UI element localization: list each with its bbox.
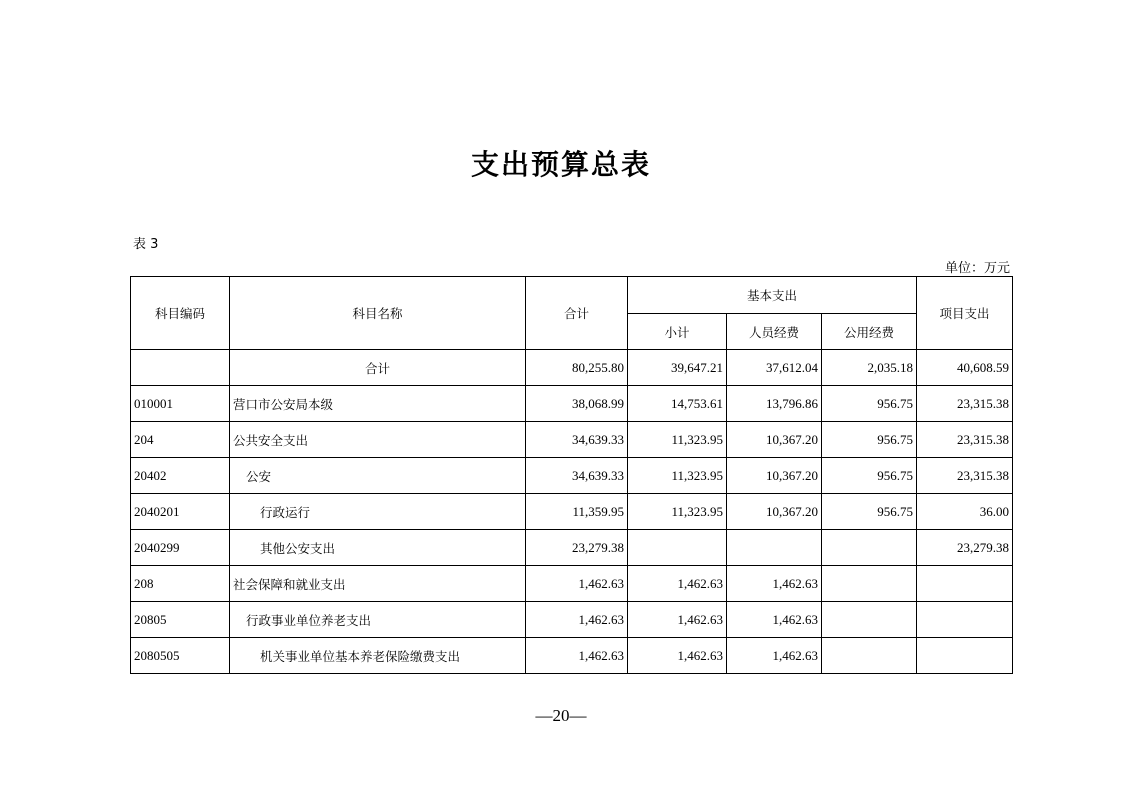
row-total: 34,639.33 xyxy=(526,458,628,494)
row-code: 20805 xyxy=(131,602,230,638)
row-code: 2080505 xyxy=(131,638,230,674)
row-project xyxy=(917,566,1013,602)
row-personnel: 1,462.63 xyxy=(727,638,822,674)
row-total: 1,462.63 xyxy=(526,566,628,602)
row-personnel: 10,367.20 xyxy=(727,422,822,458)
header-public: 公用经费 xyxy=(822,314,917,350)
row-code: 204 xyxy=(131,422,230,458)
row-name: 其他公安支出 xyxy=(230,530,526,566)
row-public: 956.75 xyxy=(822,458,917,494)
row-code: 010001 xyxy=(131,386,230,422)
row-subtotal: 11,323.95 xyxy=(628,422,727,458)
row-project: 36.00 xyxy=(917,494,1013,530)
row-project: 23,315.38 xyxy=(917,458,1013,494)
row-project: 23,279.38 xyxy=(917,530,1013,566)
row-personnel: 10,367.20 xyxy=(727,494,822,530)
page-number: —20— xyxy=(535,706,587,725)
row-personnel: 10,367.20 xyxy=(727,458,822,494)
table-row xyxy=(131,602,1013,638)
budget-table xyxy=(130,276,1013,674)
row-name: 社会保障和就业支出 xyxy=(230,566,526,602)
page-title: 支出预算总表 xyxy=(470,148,651,181)
summary-public: 2,035.18 xyxy=(822,350,917,386)
row-public xyxy=(822,566,917,602)
table-row xyxy=(131,422,1013,458)
header-subtotal: 小计 xyxy=(628,314,727,350)
row-project xyxy=(917,638,1013,674)
header-code: 科目编码 xyxy=(131,277,230,350)
row-subtotal: 1,462.63 xyxy=(628,566,727,602)
row-name: 公共安全支出 xyxy=(230,422,526,458)
row-personnel: 1,462.63 xyxy=(727,602,822,638)
row-name: 营口市公安局本级 xyxy=(230,386,526,422)
row-subtotal: 11,323.95 xyxy=(628,494,727,530)
header-personnel: 人员经费 xyxy=(727,314,822,350)
row-total: 1,462.63 xyxy=(526,638,628,674)
header-row-1 xyxy=(131,277,1013,314)
row-personnel: 13,796.86 xyxy=(727,386,822,422)
row-public xyxy=(822,530,917,566)
summary-row xyxy=(131,350,1013,386)
table-row xyxy=(131,458,1013,494)
row-name: 机关事业单位基本养老保险缴费支出 xyxy=(230,638,526,674)
summary-total: 80,255.80 xyxy=(526,350,628,386)
row-total: 34,639.33 xyxy=(526,422,628,458)
row-public xyxy=(822,602,917,638)
row-name: 公安 xyxy=(230,458,526,494)
summary-personnel: 37,612.04 xyxy=(727,350,822,386)
row-total: 23,279.38 xyxy=(526,530,628,566)
row-code: 208 xyxy=(131,566,230,602)
row-total: 11,359.95 xyxy=(526,494,628,530)
row-code: 2040201 xyxy=(131,494,230,530)
row-name: 行政事业单位养老支出 xyxy=(230,602,526,638)
row-total: 38,068.99 xyxy=(526,386,628,422)
row-project: 23,315.38 xyxy=(917,422,1013,458)
row-subtotal xyxy=(628,530,727,566)
header-basic: 基本支出 xyxy=(628,277,917,314)
row-public: 956.75 xyxy=(822,422,917,458)
table-row xyxy=(131,530,1013,566)
row-subtotal: 1,462.63 xyxy=(628,602,727,638)
summary-subtotal: 39,647.21 xyxy=(628,350,727,386)
table-label: 表 3 xyxy=(133,237,159,252)
header-project: 项目支出 xyxy=(917,277,1013,350)
summary-label: 合计 xyxy=(230,350,526,386)
row-subtotal: 1,462.63 xyxy=(628,638,727,674)
row-code: 2040299 xyxy=(131,530,230,566)
row-name: 行政运行 xyxy=(230,494,526,530)
table-row xyxy=(131,494,1013,530)
row-code: 20402 xyxy=(131,458,230,494)
row-public xyxy=(822,638,917,674)
row-personnel: 1,462.63 xyxy=(727,566,822,602)
header-total: 合计 xyxy=(526,277,628,350)
row-public: 956.75 xyxy=(822,494,917,530)
row-personnel xyxy=(727,530,822,566)
unit-label: 单位：万元 xyxy=(944,261,1010,276)
header-name: 科目名称 xyxy=(230,277,526,350)
summary-code xyxy=(131,350,230,386)
row-public: 956.75 xyxy=(822,386,917,422)
row-subtotal: 14,753.61 xyxy=(628,386,727,422)
table-row xyxy=(131,566,1013,602)
summary-project: 40,608.59 xyxy=(917,350,1013,386)
table-row xyxy=(131,638,1013,674)
row-total: 1,462.63 xyxy=(526,602,628,638)
table-row xyxy=(131,386,1013,422)
row-project: 23,315.38 xyxy=(917,386,1013,422)
row-subtotal: 11,323.95 xyxy=(628,458,727,494)
row-project xyxy=(917,602,1013,638)
